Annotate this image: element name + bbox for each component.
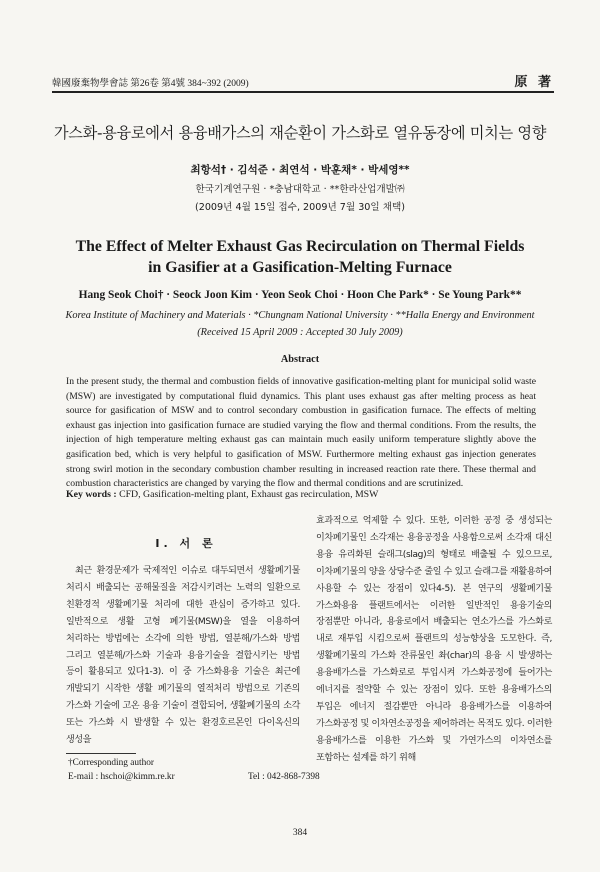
affiliations-korean: 한국기계연구원 · *충남대학교 · **한라산업개발㈜ (195, 184, 405, 195)
dates-korean: (2009년 4월 15일 접수, 2009년 7월 30일 채택) (194, 202, 405, 213)
header-rule (52, 91, 554, 93)
section-heading-introduction: I. 서 론 (155, 537, 217, 550)
footnote-tel: Tel : 042-868-7398 (248, 772, 320, 782)
title-english (0, 236, 600, 278)
footnote-email: E-mail : hschoi@kimm.re.kr (68, 772, 175, 782)
dates-english: (Received 15 April 2009 : Accepted 30 July 2009) (197, 327, 403, 338)
title-korean: 가스화-용융로에서 용융배가스의 재순환이 가스화로 열유동장에 미치는 영향 (53, 124, 547, 142)
abstract-heading: Abstract (280, 354, 320, 365)
keywords (66, 489, 536, 500)
footnote-corresponding: †Corresponding author (68, 758, 154, 768)
footnote (68, 756, 320, 784)
keywords-text: CFD, Gasification-melting plant, Exhaust gas recirculation, MSW (119, 489, 379, 500)
title-english-line-1: The Effect of Melter Exhaust Gas Recirculation on Thermal Fields (75, 238, 525, 255)
intro-paragraph-right: 효과적으로 억제할 수 있다. 또한, 이러한 공정 중 생성되는 이차폐기물인 소각재는 용융공정을 사용함으로써 소각재 대신 용융 유리화된 슬래그(slag)의 형태로 배출될 수 있으므로, 이차폐기물의 양을 상당수준 줄일 수 있고 슬래그를 재활용하여 사용할 수 있는 장점이 있다4-5). 본 연구의 생활폐기물 가스화용융 플랜트에서는 이러한 일반적인 용융기술의 장점뿐만 아니라, 용융로에서 배출되는 연소가스를 가스화로 내로 재투입 시킴으로써 플랜트의 성능향상을 도모한다. 즉, 생활폐기물의 가스화 잔류물인 촤(char)의 용융 시 발생하는 용융배가스를 가스화로로 투입시켜 가스화공정에 들어가는 에너지를 절약할 수 있는 장점이 있다. 또한 용융배가스의 투입은 에너지 절감뿐만 아니라 용융배가스를 이용하여 가스화공정 및 이차연소공정을 제어하려는 목적도 있다. 이러한 용융배가스를 이용한 가스화 및 가연가스의 이차연소를 포함하는 설계를 하기 위해 (316, 516, 552, 763)
intro-paragraph-left: 최근 환경문제가 국제적인 이슈로 대두되면서 생활폐기물 처리시 배출되는 공해물질을 저감시키려는 노력의 일환으로 친환경적 생활폐기물 처리에 대한 관심이 증가하고 있다. 일반적으로 생활 고형 폐기물(MSW)을 열을 이용하여 처리하는 방법에는 소각에 의한 방법, 열분해/가스화 방법 그리고 열분해/가스화 기술과 용융기술을 결합시키는 방법 등이 활용되고 있다1-3). 이 중 가스화용융 기술은 최근에 개발되기 시작한 생활 폐기물의 열적처리 방법으로 기존의 가스화 기술에 고온 용융 기술이 결합되어, 생활폐기물의 소각 또는 가스화 시 발생할 수 있는 환경호르몬인 다이옥신의 생성을 (66, 566, 300, 746)
page-number: 384 (292, 828, 308, 838)
keywords-label: Key words : (66, 489, 117, 500)
journal-citation: 韓國廢棄物學會誌 第26卷 第4號 384~392 (2009) (52, 79, 249, 89)
footnote-rule (66, 753, 136, 754)
abstract-text: In the present study, the thermal and combustion fields of innovative gasification-melting plant for municipal solid waste (MSW) are investigated by computational fluid dynamics. This plant uses exhaust gas after melting process as heat source for gasification of MSW and to control secondary combustion in gasification furnace. The effects of melting exhaust gas injection into gasification furnace are studied varying the flow and thermal conditions. From the results, the injection of high temperature melting exhaust gas can maintain much easily uniform temperature slightly above the gasification bed, which is very helpful to gasification of MSW. Furthermore melting exhaust gas injection generates strong swirl motion in the secondary combustion chamber resulting in increased reaction rate there. These thermal and combustion characteristics are changed by varying the flow and thermal conditions and are scrutinized. (66, 376, 536, 490)
title-english-line-2: in Gasifier at a Gasification-Melting Furnace (148, 259, 452, 276)
authors-english: Hang Seok Choi† · Seock Joon Kim · Yeon Seok Choi · Hoon Che Park* · Se Young Park** (78, 289, 522, 301)
affiliations-english: Korea Institute of Machinery and Materials · *Chungnam National University · **Halla Energy and Environment (65, 310, 535, 321)
article-type-label: 原 著 (514, 75, 554, 90)
authors-korean: 최항석† · 김석준 · 최연석 · 박훈채* · 박세영** (190, 164, 410, 176)
